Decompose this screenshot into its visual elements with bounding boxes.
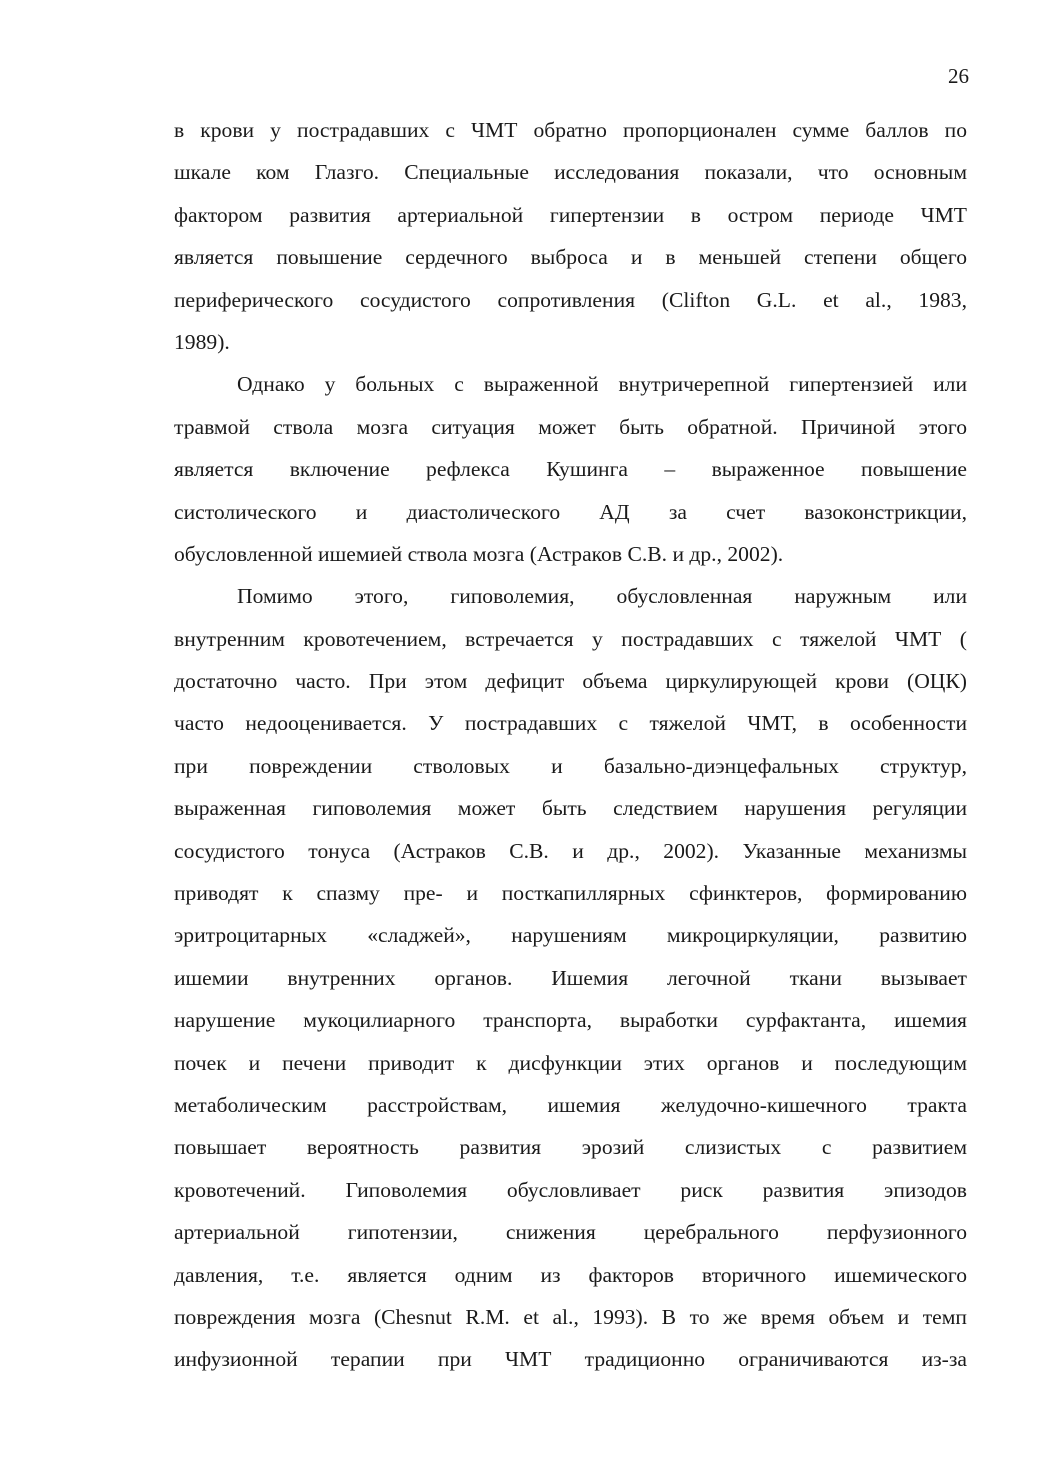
- text-line: артериальной гипотензии, снижения церебрального перфузионного: [174, 1220, 967, 1245]
- text-line: шкале ком Глазго. Специальные исследования показали, что основным: [174, 160, 967, 185]
- text-line: повреждения мозга (Chesnut R.M. et al., 1993). В то же время объем и темп: [174, 1304, 967, 1329]
- text-line: является повышение сердечного выброса и в меньшей степени общего: [174, 245, 967, 270]
- text-line: периферического сосудистого сопротивления (Clifton G.L. et al., 1983,: [174, 287, 967, 312]
- text-line: Однако у больных с выраженной внутричерепной гипертензией или: [237, 372, 967, 397]
- text-line: 1989).: [174, 329, 230, 354]
- text-line: Помимо этого, гиповолемия, обусловленная наружным или: [237, 584, 967, 609]
- paragraph-2: [174, 363, 967, 575]
- document-body: [174, 109, 967, 1381]
- text-line: кровотечений. Гиповолемия обусловливает риск развития эпизодов: [174, 1177, 967, 1202]
- text-line: обусловленной ишемией ствола мозга (Астраков С.В. и др., 2002).: [174, 541, 784, 566]
- paragraph-3: [174, 575, 967, 1380]
- paragraph-1: [174, 109, 967, 363]
- text-line: внутренним кровотечением, встречается у пострадавших с тяжелой ЧМТ (: [174, 626, 967, 651]
- text-line: часто недооценивается. У пострадавших с тяжелой ЧМТ, в особенности: [174, 711, 967, 736]
- text-line: сосудистого тонуса (Астраков С.В. и др., 2002). Указанные механизмы: [174, 838, 967, 863]
- text-line: систолического и диастолического АД за счет вазоконстрикции,: [174, 499, 967, 524]
- text-line: выраженная гиповолемия может быть следствием нарушения регуляции: [174, 796, 967, 821]
- text-line: инфузионной терапии при ЧМТ традиционно ограничиваются из-за: [174, 1347, 967, 1372]
- text-line: достаточно часто. При этом дефицит объема циркулирующей крови (ОЦК): [174, 669, 967, 694]
- text-line: повышает вероятность развития эрозий слизистых с развитием: [174, 1135, 967, 1160]
- text-line: почек и печени приводит к дисфункции этих органов и последующим: [174, 1050, 967, 1075]
- text-line: является включение рефлекса Кушинга – выраженное повышение: [174, 457, 967, 482]
- text-line: приводят к спазму пре- и посткапиллярных сфинктеров, формированию: [174, 881, 967, 906]
- text-line: в крови у пострадавших с ЧМТ обратно пропорционален сумме баллов по: [174, 118, 967, 142]
- text-line: давления, т.е. является одним из факторов вторичного ишемического: [174, 1262, 967, 1287]
- text-line: нарушение мукоцилиарного транспорта, выработки сурфактанта, ишемия: [174, 1008, 967, 1033]
- text-line: эритроцитарных «сладжей», нарушениям микроциркуляции, развитию: [174, 923, 967, 948]
- text-line: фактором развития артериальной гипертензии в остром периоде ЧМТ: [174, 202, 967, 227]
- page-number: 26: [948, 64, 969, 88]
- text-line: ишемии внутренних органов. Ишемия легочной ткани вызывает: [174, 965, 967, 990]
- text-line: при повреждении стволовых и базально-диэнцефальных структур,: [174, 753, 967, 778]
- text-line: метаболическим расстройствам, ишемия желудочно-кишечного тракта: [174, 1092, 967, 1117]
- text-line: травмой ствола мозга ситуация может быть обратной. Причиной этого: [174, 414, 967, 439]
